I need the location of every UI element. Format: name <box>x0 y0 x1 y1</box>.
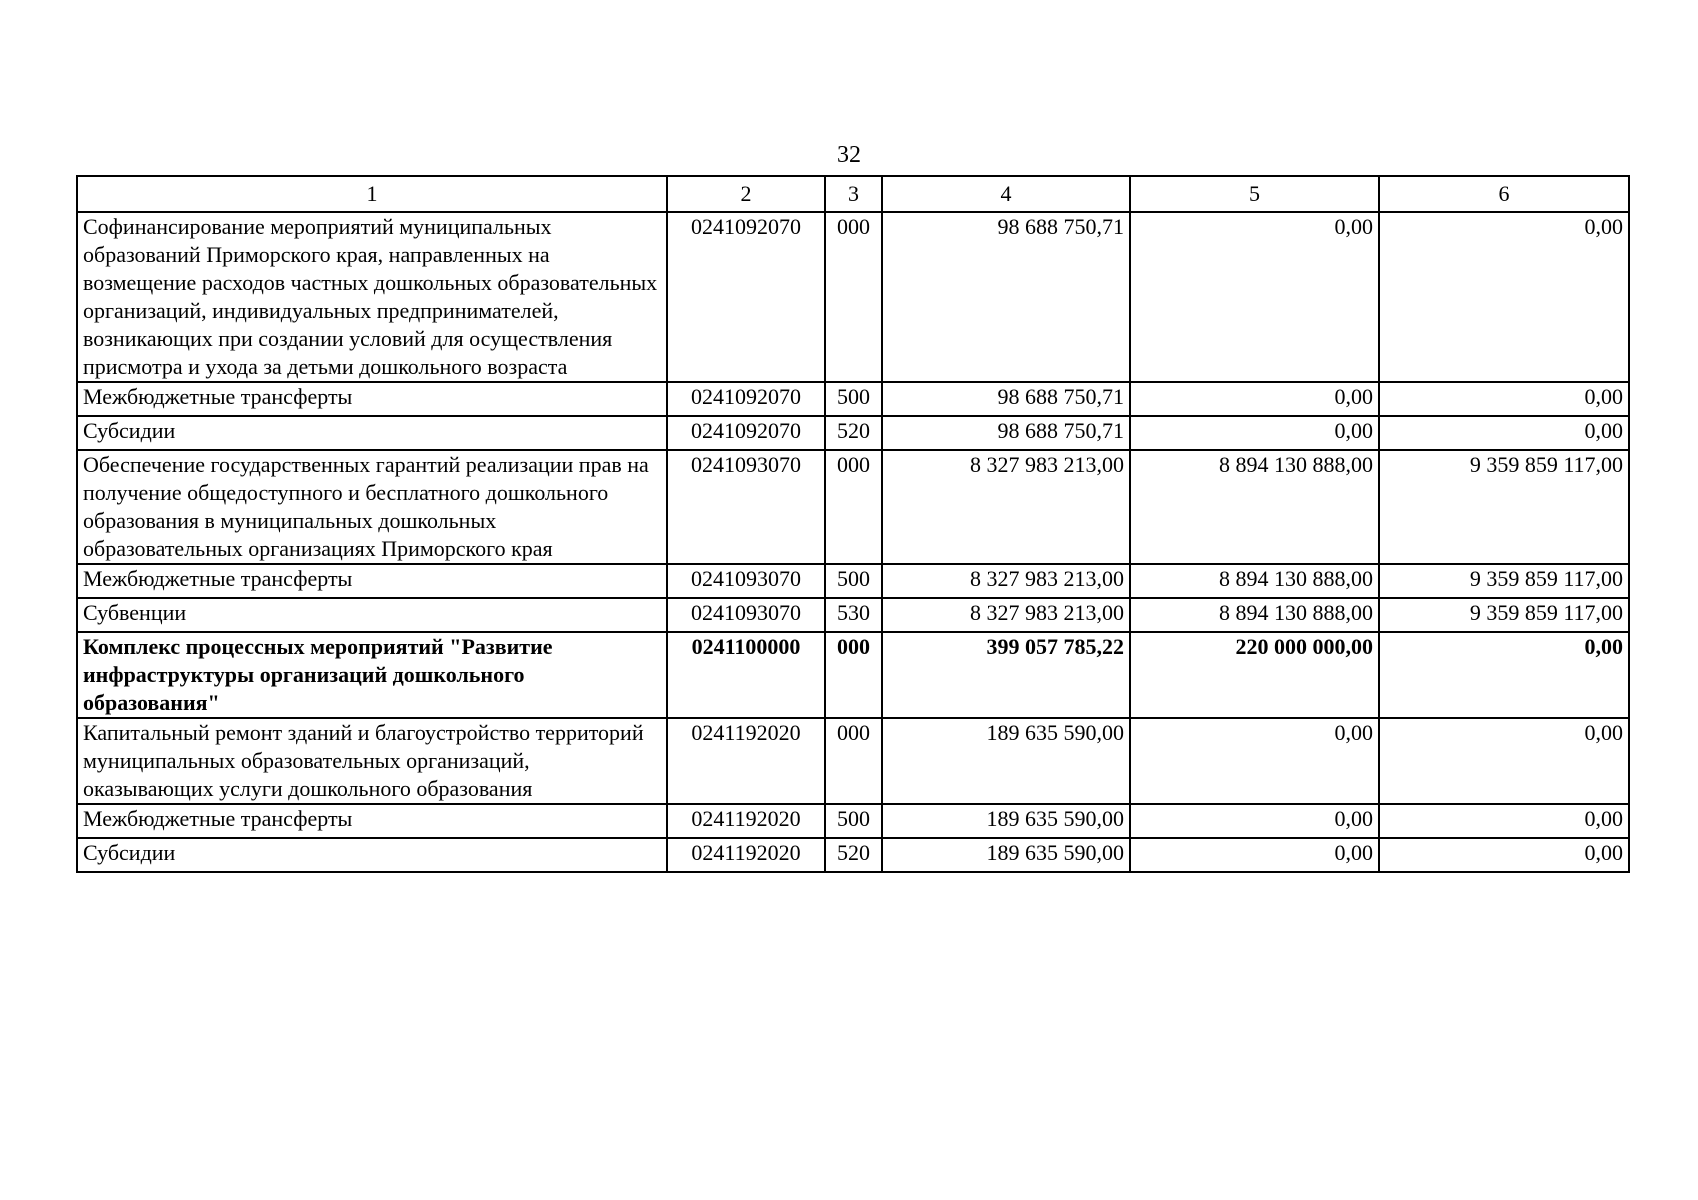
column-header: 1 <box>77 176 667 212</box>
row-amount-5: 220 000 000,00 <box>1130 632 1379 718</box>
table-row <box>77 564 1629 598</box>
column-header: 5 <box>1130 176 1379 212</box>
column-header: 3 <box>825 176 882 212</box>
row-kvr: 520 <box>825 416 882 450</box>
row-amount-6: 0,00 <box>1379 212 1629 382</box>
row-amount-6: 9 359 859 117,00 <box>1379 564 1629 598</box>
row-amount-6: 9 359 859 117,00 <box>1379 450 1629 564</box>
row-amount-6: 0,00 <box>1379 382 1629 416</box>
row-code: 0241092070 <box>667 416 825 450</box>
header-row <box>77 176 1629 212</box>
row-name: Субсидии <box>77 416 667 450</box>
column-header: 4 <box>882 176 1130 212</box>
row-amount-6: 0,00 <box>1379 632 1629 718</box>
table-row <box>77 598 1629 632</box>
column-header: 2 <box>667 176 825 212</box>
row-name: Капитальный ремонт зданий и благоустройство территорий муниципальных образовательных организаций, оказывающих услуги дошкольного образования <box>77 718 667 804</box>
row-name: Комплекс процессных мероприятий "Развитие инфраструктуры организаций дошкольного образования" <box>77 632 667 718</box>
budget-table <box>76 175 1630 873</box>
row-name: Субсидии <box>77 838 667 872</box>
row-name: Межбюджетные трансферты <box>77 382 667 416</box>
row-amount-4: 189 635 590,00 <box>882 804 1130 838</box>
row-kvr: 000 <box>825 212 882 382</box>
row-amount-4: 189 635 590,00 <box>882 718 1130 804</box>
row-amount-4: 8 327 983 213,00 <box>882 598 1130 632</box>
row-kvr: 500 <box>825 804 882 838</box>
row-kvr: 000 <box>825 450 882 564</box>
row-code: 0241192020 <box>667 804 825 838</box>
row-kvr: 530 <box>825 598 882 632</box>
row-amount-6: 0,00 <box>1379 416 1629 450</box>
row-code: 0241092070 <box>667 382 825 416</box>
row-code: 0241192020 <box>667 838 825 872</box>
row-amount-4: 98 688 750,71 <box>882 416 1130 450</box>
row-amount-5: 0,00 <box>1130 718 1379 804</box>
table-row <box>77 718 1629 804</box>
row-amount-5: 0,00 <box>1130 382 1379 416</box>
row-amount-5: 8 894 130 888,00 <box>1130 598 1379 632</box>
row-amount-6: 0,00 <box>1379 718 1629 804</box>
table-row <box>77 416 1629 450</box>
row-amount-6: 0,00 <box>1379 804 1629 838</box>
row-amount-4: 8 327 983 213,00 <box>882 564 1130 598</box>
row-amount-5: 0,00 <box>1130 804 1379 838</box>
row-kvr: 500 <box>825 564 882 598</box>
row-kvr: 000 <box>825 632 882 718</box>
row-name: Межбюджетные трансферты <box>77 804 667 838</box>
row-name: Софинансирование мероприятий муниципальных образований Приморского края, направленных на возмещение расходов частных дошкольных образовательных организаций, индивидуальных предпринимателей, возникающих при создании условий для осуществления присмотра и ухода за детьми дошкольного возраста <box>77 212 667 382</box>
row-amount-4: 98 688 750,71 <box>882 212 1130 382</box>
table-row <box>77 804 1629 838</box>
row-name: Межбюджетные трансферты <box>77 564 667 598</box>
row-amount-6: 9 359 859 117,00 <box>1379 598 1629 632</box>
row-name: Субвенции <box>77 598 667 632</box>
row-amount-4: 8 327 983 213,00 <box>882 450 1130 564</box>
table-row <box>77 450 1629 564</box>
row-kvr: 520 <box>825 838 882 872</box>
column-header: 6 <box>1379 176 1629 212</box>
table-row <box>77 382 1629 416</box>
row-amount-4: 189 635 590,00 <box>882 838 1130 872</box>
table-row <box>77 212 1629 382</box>
row-amount-5: 0,00 <box>1130 212 1379 382</box>
row-code: 0241192020 <box>667 718 825 804</box>
row-code: 0241093070 <box>667 450 825 564</box>
row-amount-4: 399 057 785,22 <box>882 632 1130 718</box>
table-row-section <box>77 632 1629 718</box>
row-kvr: 500 <box>825 382 882 416</box>
row-code: 0241100000 <box>667 632 825 718</box>
row-amount-5: 0,00 <box>1130 416 1379 450</box>
row-amount-5: 8 894 130 888,00 <box>1130 450 1379 564</box>
row-kvr: 000 <box>825 718 882 804</box>
row-amount-5: 0,00 <box>1130 838 1379 872</box>
row-name: Обеспечение государственных гарантий реализации прав на получение общедоступного и бесплатного дошкольного образования в муниципальных дошкольных образовательных организациях Приморского края <box>77 450 667 564</box>
row-code: 0241092070 <box>667 212 825 382</box>
table-row <box>77 838 1629 872</box>
row-amount-4: 98 688 750,71 <box>882 382 1130 416</box>
row-amount-5: 8 894 130 888,00 <box>1130 564 1379 598</box>
row-code: 0241093070 <box>667 564 825 598</box>
row-amount-6: 0,00 <box>1379 838 1629 872</box>
page-number: 32 <box>837 142 861 168</box>
row-code: 0241093070 <box>667 598 825 632</box>
